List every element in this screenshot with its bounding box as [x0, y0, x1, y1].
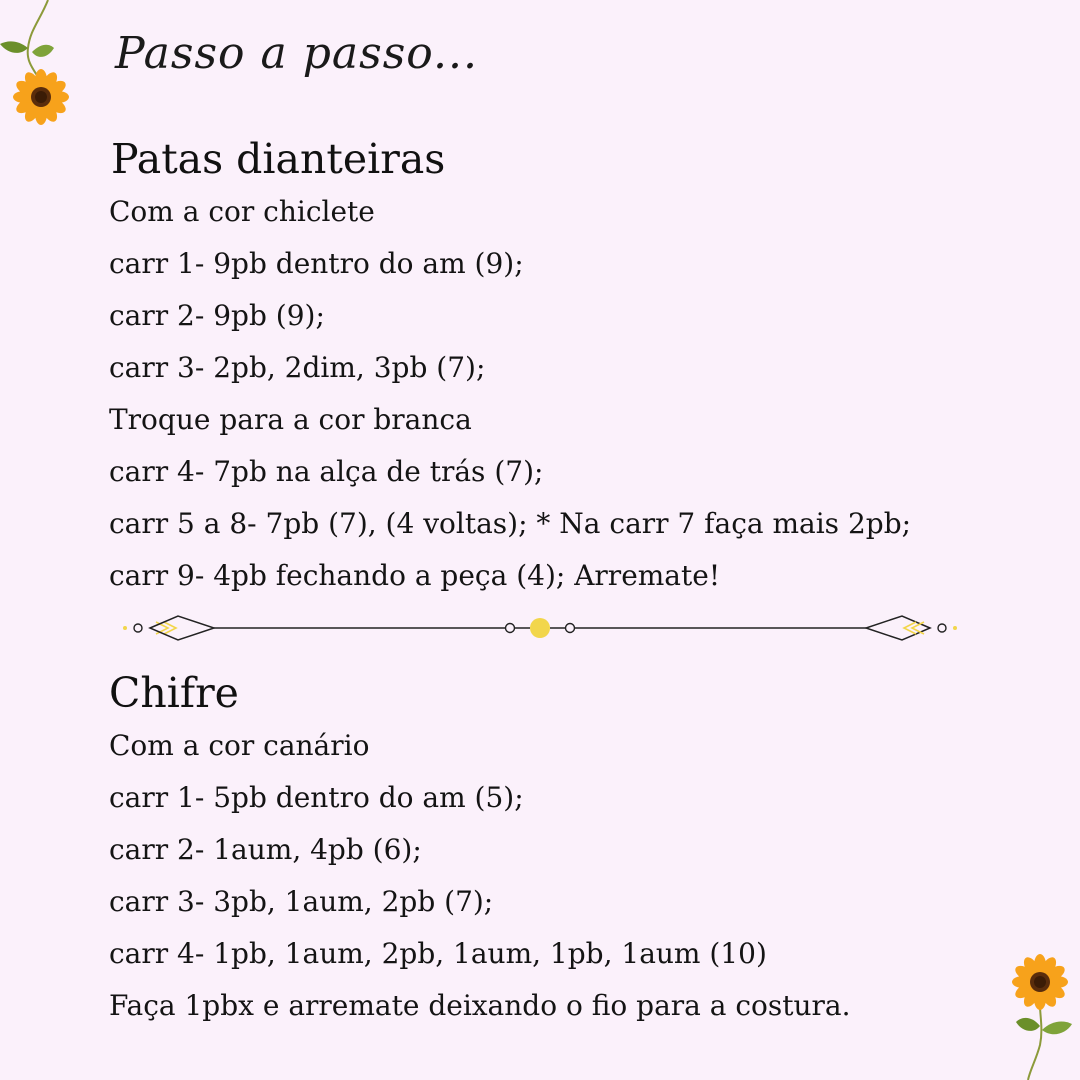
instruction-line: carr 5 a 8- 7pb (7), (4 voltas); * Na carr 7 faça mais 2pb; [109, 507, 912, 540]
instruction-line: carr 1- 5pb dentro do am (5); [109, 781, 524, 814]
section-title: Chifre [109, 669, 239, 717]
section-patas-dianteiras [109, 132, 911, 602]
instruction-line: Troque para a cor branca [109, 403, 472, 436]
instruction-line: carr 4- 1pb, 1aum, 2pb, 1aum, 1pb, 1aum (10) [109, 937, 767, 970]
instruction-line: Faça 1pbx e arremate deixando o fio para a costura. [109, 989, 851, 1022]
instruction-line: carr 1- 9pb dentro do am (9); [109, 247, 524, 280]
instruction-list [109, 720, 851, 1032]
instruction-list [109, 186, 911, 602]
instruction-line: carr 3- 3pb, 1aum, 2pb (7); [109, 885, 494, 918]
instruction-line: carr 4- 7pb na alça de trás (7); [109, 455, 544, 488]
instruction-line: Com a cor chiclete [109, 195, 375, 228]
instruction-line: carr 2- 1aum, 4pb (6); [109, 833, 422, 866]
sunflower-icon [1000, 950, 1080, 1080]
instruction-line: carr 2- 9pb (9); [109, 299, 325, 332]
page-heading: Passo a passo... [115, 28, 478, 79]
instruction-line: carr 9- 4pb fechando a peça (4); Arremate! [109, 559, 721, 592]
sunflower-icon [0, 0, 90, 125]
instruction-line: Com a cor canário [109, 729, 370, 762]
section-chifre [109, 666, 851, 1032]
instruction-line: carr 3- 2pb, 2dim, 3pb (7); [109, 351, 486, 384]
section-title: Patas dianteiras [111, 135, 446, 183]
ornamental-divider [120, 610, 960, 646]
